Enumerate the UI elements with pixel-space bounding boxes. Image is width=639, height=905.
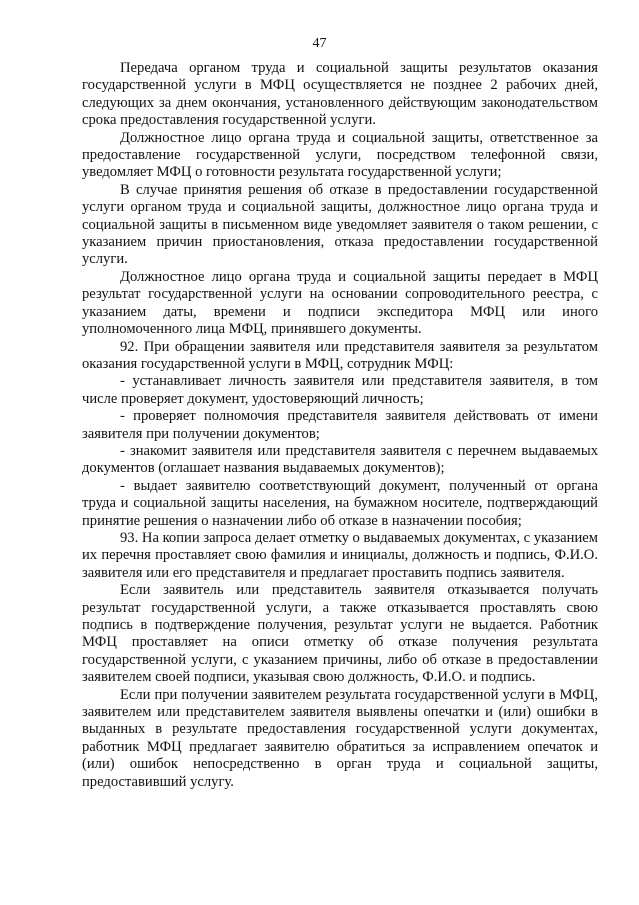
- paragraph-item-92: 92. При обращении заявителя или представителя заявителя за результатом оказания государственной услуги в МФЦ, сотрудник МФЦ:: [82, 338, 598, 372]
- paragraph-registry-transfer: Должностное лицо органа труда и социальной защиты передает в МФЦ результат государственной услуги на основании сопроводительного реестра, с указанием даты, времени и подписи экспедитора МФЦ или иного уполномоченного лица МФЦ, принявшего документы.: [82, 268, 598, 338]
- paragraph-refusal-to-receive: Если заявитель или представитель заявителя отказывается получать результат государственной услуги, а также отказывается проставлять свою подпись в подтверждение получения, результат услуги не выдается. Работник МФЦ проставляет на описи отметку об отказе получения результата государственной услуги, с указанием причины, либо об отказе в предоставлении заявителем своей подписи, указывая свою должность, Ф.И.О. и подпись.: [82, 582, 598, 686]
- paragraph-refusal-notice: В случае принятия решения об отказе в предоставлении государственной услуги органом труда и социальной защиты, должностное лицо органа труда и социальной защиты в письменном виде уведомляет заявителя о таком решении, с указанием причин приостановления, отказа предоставлении государственной услуги.: [82, 181, 598, 268]
- list-item-document-list: - знакомит заявителя или представителя заявителя с перечнем выдаваемых документов (оглашает названия выдаваемых документов);: [82, 442, 598, 477]
- document-body: [82, 60, 598, 791]
- paragraph-transfer-results: Передача органом труда и социальной защиты результатов оказания государственной услуги в МФЦ осуществляется не позднее 2 рабочих дней, следующих за днем окончания, установленного действующим законодательством срока предоставления государственной услуги.: [82, 60, 598, 129]
- list-item-issue-document: - выдает заявителю соответствующий документ, полученный от органа труда и социальной защиты населения, на бумажном носителе, подтверждающий принятие решения о назначении либо об отказе в назначении пособия;: [82, 477, 598, 529]
- paragraph-phone-notification: Должностное лицо органа труда и социальной защиты, ответственное за предоставление государственной услуги, посредством телефонной связи, уведомляет МФЦ о готовности результата государственной услуги;: [82, 129, 598, 181]
- paragraph-item-93: 93. На копии запроса делает отметку о выдаваемых документах, с указанием их перечня проставляет свою фамилия и инициалы, должность и подпись, Ф.И.О. заявителя или его представителя и предлагает проставить подпись заявителя.: [82, 529, 598, 581]
- page-number: 47: [312, 36, 327, 51]
- paragraph-errors-correction: Если при получении заявителем результата государственной услуги в МФЦ, заявителем или представителем заявителя выявлены опечатки и (или) ошибки в выданных в результате предоставления государственной услуги документах, работник МФЦ предлагает заявителю обратиться за исправлением опечаток и (или) ошибок непосредственно в орган труда и социальной защиты, предоставивший услугу.: [82, 686, 598, 790]
- list-item-identity-check: - устанавливает личность заявителя или представителя заявителя, в том числе проверяет документ, удостоверяющий личность;: [82, 373, 598, 407]
- list-item-authority-check: - проверяет полномочия представителя заявителя действовать от имени заявителя при получении документов;: [82, 408, 598, 442]
